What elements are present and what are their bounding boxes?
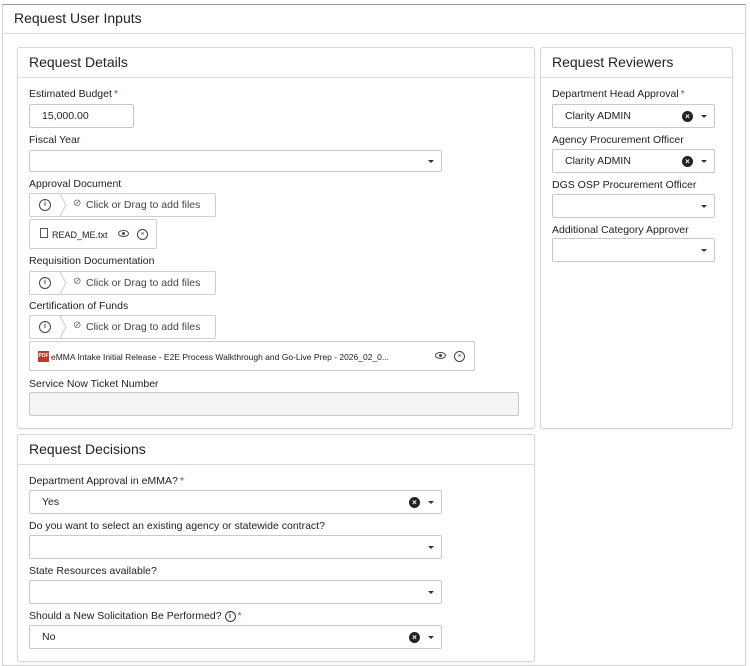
estimated-budget-value: 15,000.00 <box>42 110 89 122</box>
file-name: READ_ME.txt <box>52 230 108 240</box>
department-approval-label <box>29 475 184 487</box>
chevron-down-icon <box>701 160 707 163</box>
chevron-down-icon <box>701 205 707 208</box>
request-details-panel <box>17 47 535 429</box>
new-solicitation-select[interactable] <box>29 625 442 649</box>
new-solicitation-label <box>29 610 242 622</box>
department-approval-label-text: Department Approval in eMMA? <box>29 475 178 487</box>
chevron-down-icon <box>428 546 434 549</box>
chevron-down-icon <box>428 160 434 163</box>
fiscal-year-label: Fiscal Year <box>29 134 81 146</box>
certification-of-funds-file <box>29 341 475 371</box>
clear-selection-icon[interactable]: × <box>409 497 420 508</box>
approval-document-file <box>29 219 157 249</box>
file-name: eMMA Intake Initial Release - E2E Process Walkthrough and Go-Live Prep - 2026_02_0... <box>51 352 389 362</box>
page-title: Request User Inputs <box>3 5 745 34</box>
separator-chevron-icon <box>58 194 68 216</box>
chevron-down-icon <box>701 115 707 118</box>
estimated-budget-label-text: Estimated Budget <box>29 88 112 100</box>
additional-category-select[interactable] <box>552 238 715 262</box>
file-icon <box>40 228 48 238</box>
pdf-icon: PDF <box>38 351 49 362</box>
chevron-down-icon <box>428 591 434 594</box>
chevron-down-icon <box>428 501 434 504</box>
department-head-label-text: Department Head Approval <box>552 88 679 100</box>
request-decisions-title: Request Decisions <box>18 435 534 465</box>
chevron-down-icon <box>428 636 434 639</box>
clear-selection-icon[interactable]: × <box>682 111 693 122</box>
required-marker: * <box>680 88 685 100</box>
department-head-select[interactable] <box>552 104 715 128</box>
remove-file-icon[interactable]: × <box>454 351 465 362</box>
paperclip-icon: ⊘ <box>73 320 82 331</box>
request-decisions-panel <box>17 434 535 662</box>
upload-text: Click or Drag to add files <box>86 277 201 289</box>
service-now-label: Service Now Ticket Number <box>29 378 159 390</box>
upload-text: Click or Drag to add files <box>86 199 201 211</box>
agency-procurement-label: Agency Procurement Officer <box>552 134 684 146</box>
separator-chevron-icon <box>58 316 68 338</box>
department-approval-select[interactable] <box>29 490 442 514</box>
department-head-label <box>552 88 685 100</box>
request-reviewers-panel <box>540 47 733 429</box>
estimated-budget-input[interactable] <box>29 104 134 128</box>
upload-text: Click or Drag to add files <box>86 321 201 333</box>
paperclip-icon: ⊘ <box>73 276 82 287</box>
view-icon[interactable] <box>118 230 129 237</box>
service-now-input[interactable] <box>29 392 519 416</box>
chevron-down-icon <box>701 249 707 252</box>
required-marker: * <box>113 88 118 100</box>
remove-file-icon[interactable]: × <box>137 229 148 240</box>
existing-contract-label: Do you want to select an existing agency or statewide contract? <box>29 520 325 532</box>
agency-procurement-value: Clarity ADMIN <box>565 155 631 167</box>
info-icon[interactable]: i <box>225 611 236 622</box>
request-reviewers-title: Request Reviewers <box>541 48 732 78</box>
view-icon[interactable] <box>435 352 446 359</box>
approval-document-upload[interactable] <box>29 193 216 217</box>
estimated-budget-label <box>29 88 118 100</box>
requisition-documentation-label: Requisition Documentation <box>29 255 155 267</box>
state-resources-select[interactable] <box>29 580 442 604</box>
info-icon[interactable]: i <box>39 321 51 333</box>
required-marker: * <box>237 610 242 622</box>
info-icon[interactable]: i <box>39 277 51 289</box>
approval-document-label: Approval Document <box>29 178 122 190</box>
fiscal-year-select[interactable] <box>29 150 442 172</box>
clear-selection-icon[interactable]: × <box>682 156 693 167</box>
dgs-osp-label: DGS OSP Procurement Officer <box>552 179 697 191</box>
paperclip-icon: ⊘ <box>73 198 82 209</box>
department-head-value: Clarity ADMIN <box>565 110 631 122</box>
separator-chevron-icon <box>58 272 68 294</box>
request-details-title: Request Details <box>18 48 534 78</box>
state-resources-label: State Resources available? <box>29 565 157 577</box>
request-user-inputs-page <box>2 4 746 666</box>
required-marker: * <box>179 475 184 487</box>
clear-selection-icon[interactable]: × <box>409 632 420 643</box>
new-solicitation-label-text: Should a New Solicitation Be Performed? <box>29 610 222 622</box>
additional-category-label: Additional Category Approver <box>552 224 689 236</box>
certification-of-funds-upload[interactable] <box>29 315 216 339</box>
certification-of-funds-label: Certification of Funds <box>29 300 129 312</box>
dgs-osp-select[interactable] <box>552 194 715 218</box>
new-solicitation-value: No <box>42 631 56 643</box>
requisition-documentation-upload[interactable] <box>29 271 216 295</box>
existing-contract-select[interactable] <box>29 535 442 559</box>
department-approval-value: Yes <box>42 496 60 508</box>
agency-procurement-select[interactable] <box>552 149 715 173</box>
info-icon[interactable]: i <box>39 199 51 211</box>
